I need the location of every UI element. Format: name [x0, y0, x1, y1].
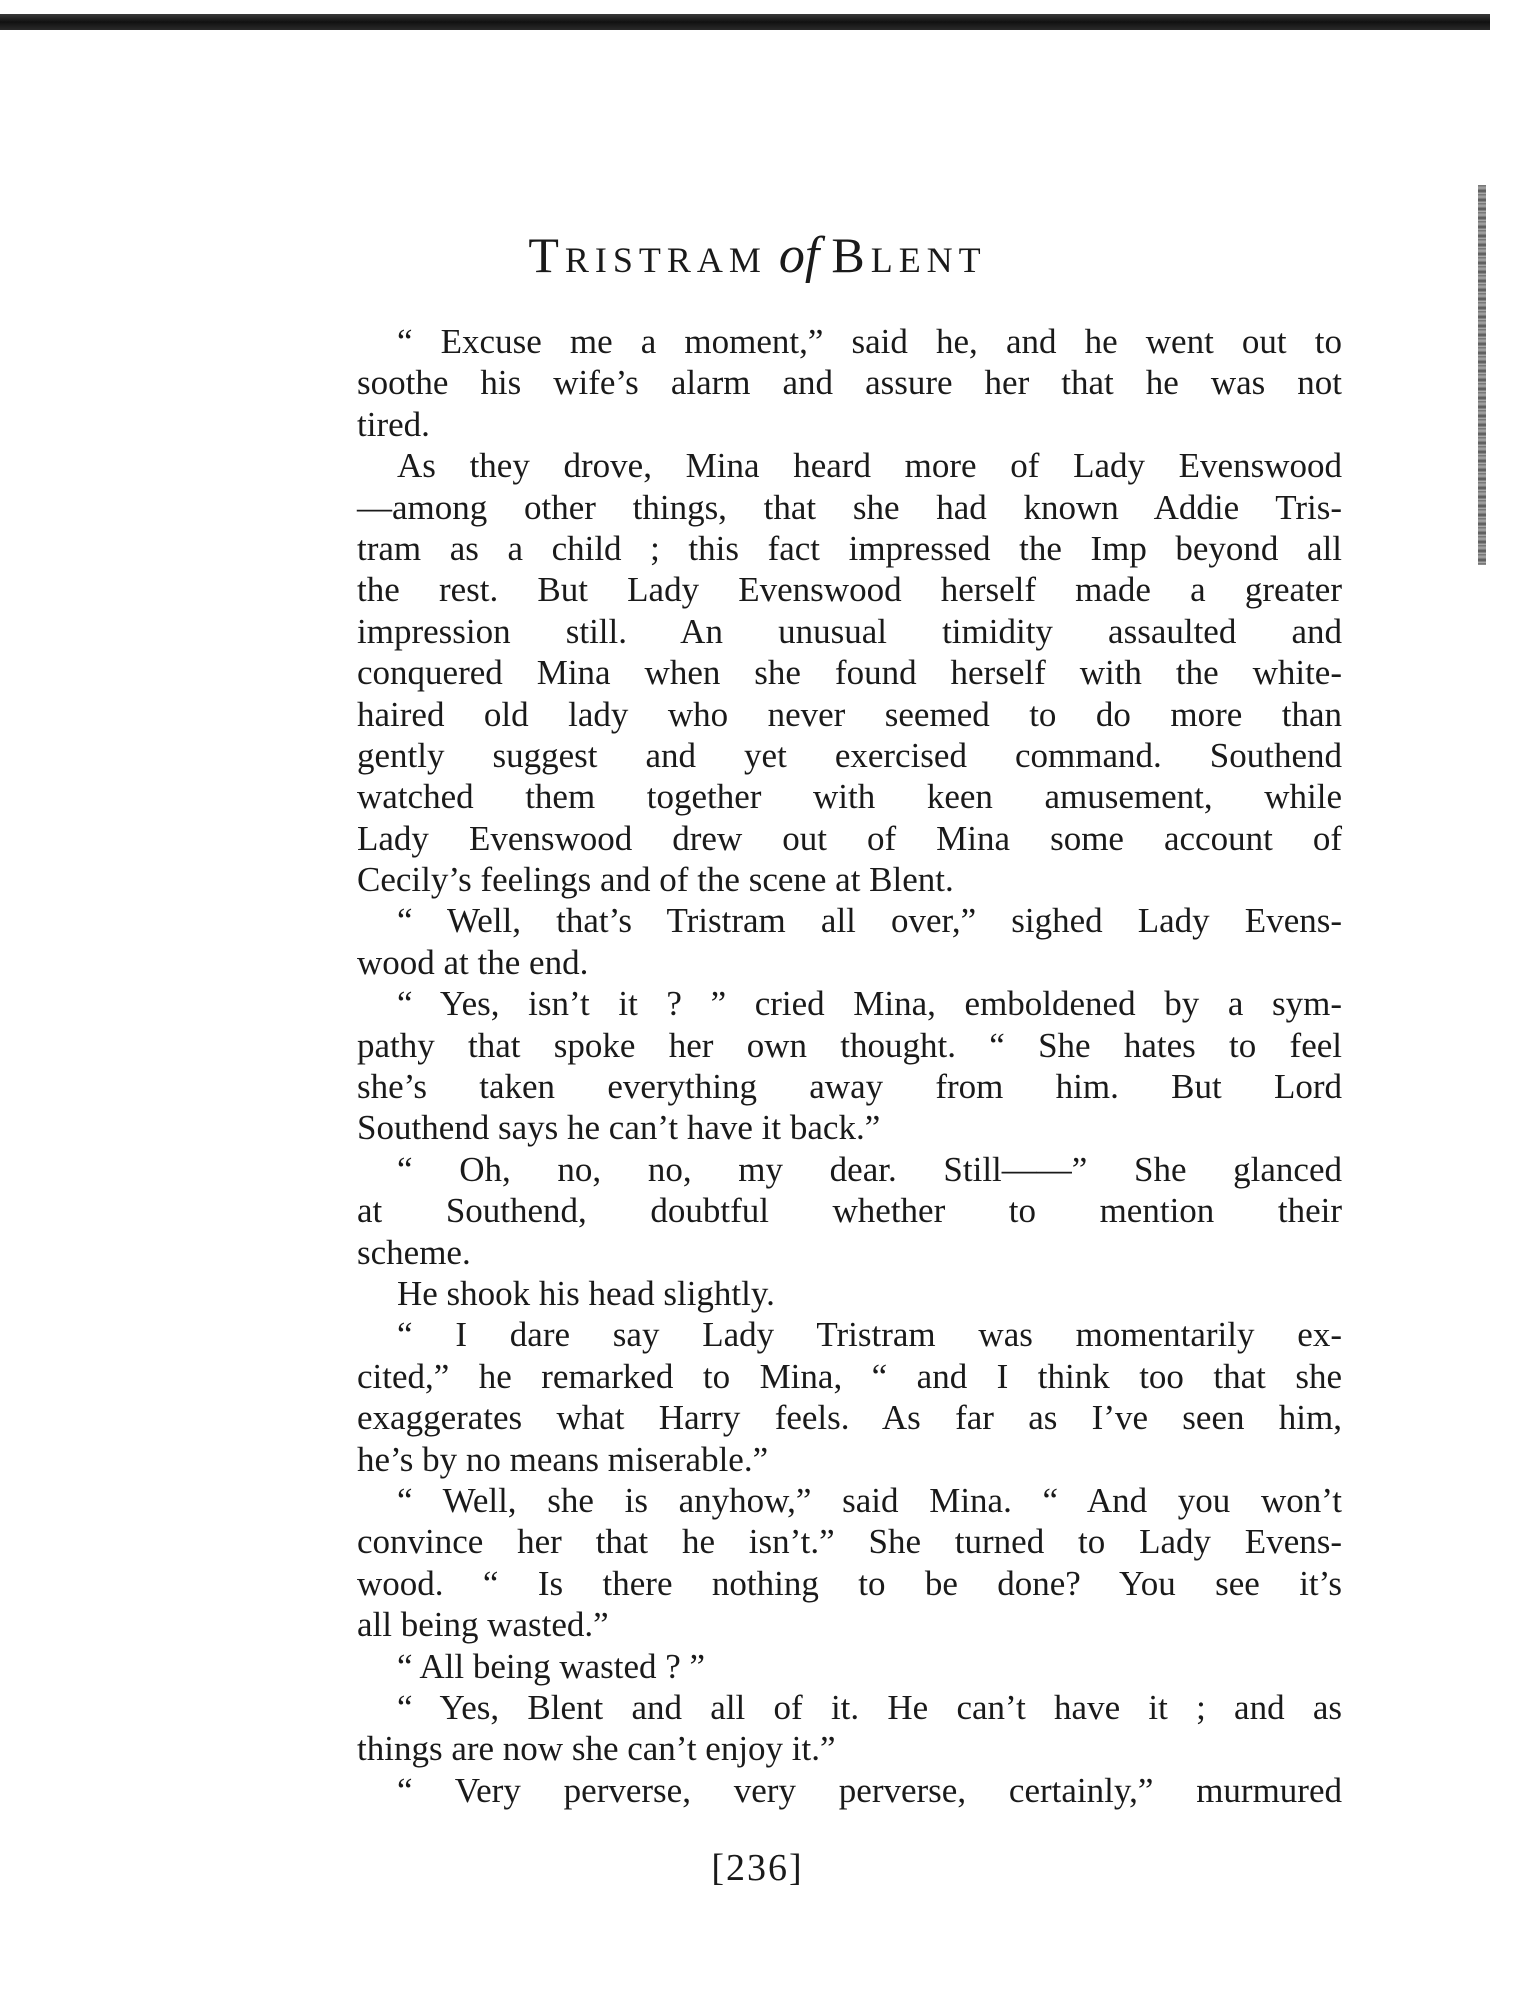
text-line: convince her that he isn’t.” She turned to Lady Evens- [357, 1522, 1342, 1562]
text-line: pathy that spoke her own thought. “ She hates to feel [357, 1025, 1342, 1065]
text-line: “ Very perverse, very perverse, certainly,” murmured [397, 1770, 1342, 1810]
text-line: wood. “ Is there nothing to be done? You see it’s [357, 1563, 1342, 1603]
text-line: gently suggest and yet exercised command. Southend [357, 735, 1342, 775]
title-of: of [778, 227, 820, 284]
text-line: all being wasted.” [357, 1605, 609, 1645]
text-line: she’s taken everything away from him. But Lord [357, 1067, 1342, 1107]
text-line: things are now she can’t enjoy it.” [357, 1729, 836, 1769]
running-head [0, 227, 1515, 284]
title-initial-2: B [831, 227, 871, 283]
title-initial-1: T [528, 227, 565, 283]
text-line: “ All being wasted ? ” [397, 1646, 706, 1686]
text-line: “ Yes, Blent and all of it. He can’t have it ; and as [397, 1687, 1342, 1727]
text-line: exaggerates what Harry feels. As far as I’ve seen him, [357, 1398, 1342, 1438]
title-rest-2: LENT [870, 240, 987, 280]
top-border-rule [0, 14, 1490, 30]
title-rest-1: RISTRAM [564, 240, 767, 280]
text-line: cited,” he remarked to Mina, “ and I think too that she [357, 1356, 1342, 1396]
text-line: the rest. But Lady Evenswood herself made a greater [357, 570, 1342, 610]
text-line: haired old lady who never seemed to do more than [357, 694, 1342, 734]
text-line: Lady Evenswood drew out of Mina some account of [357, 818, 1342, 858]
text-line: —among other things, that she had known Addie Tris- [357, 487, 1342, 527]
text-line: impression still. An unusual timidity assaulted and [357, 611, 1342, 651]
text-line: “ Oh, no, no, my dear. Still——” She glanced [397, 1149, 1342, 1189]
text-line: “ Yes, isn’t it ? ” cried Mina, emboldened by a sym- [397, 984, 1342, 1024]
text-line: tired. [357, 404, 430, 444]
text-line: at Southend, doubtful whether to mention their [357, 1191, 1342, 1231]
text-line: “ Well, she is anyhow,” said Mina. “ And you won’t [397, 1480, 1342, 1520]
text-line: “ Well, that’s Tristram all over,” sighed Lady Evens- [397, 901, 1342, 941]
text-line: wood at the end. [357, 942, 589, 982]
text-line: conquered Mina when she found herself with the white- [357, 653, 1342, 693]
page-number: [236] [711, 1847, 804, 1889]
body-text [357, 321, 1342, 1811]
text-line: Southend says he can’t have it back.” [357, 1108, 881, 1148]
text-line: he’s by no means miserable.” [357, 1439, 769, 1479]
text-line: Cecily’s feelings and of the scene at Blent. [357, 860, 954, 900]
text-line: soothe his wife’s alarm and assure her that he was not [357, 363, 1342, 403]
text-line: scheme. [357, 1232, 471, 1272]
text-line: tram as a child ; this fact impressed the Imp beyond all [357, 528, 1342, 568]
text-line: watched them together with keen amusement, while [357, 777, 1342, 817]
text-line: He shook his head slightly. [397, 1273, 775, 1313]
text-line: As they drove, Mina heard more of Lady Evenswood [397, 446, 1342, 486]
text-line: “ Excuse me a moment,” said he, and he went out to [397, 322, 1342, 361]
text-line: “ I dare say Lady Tristram was momentarily ex- [397, 1315, 1342, 1355]
